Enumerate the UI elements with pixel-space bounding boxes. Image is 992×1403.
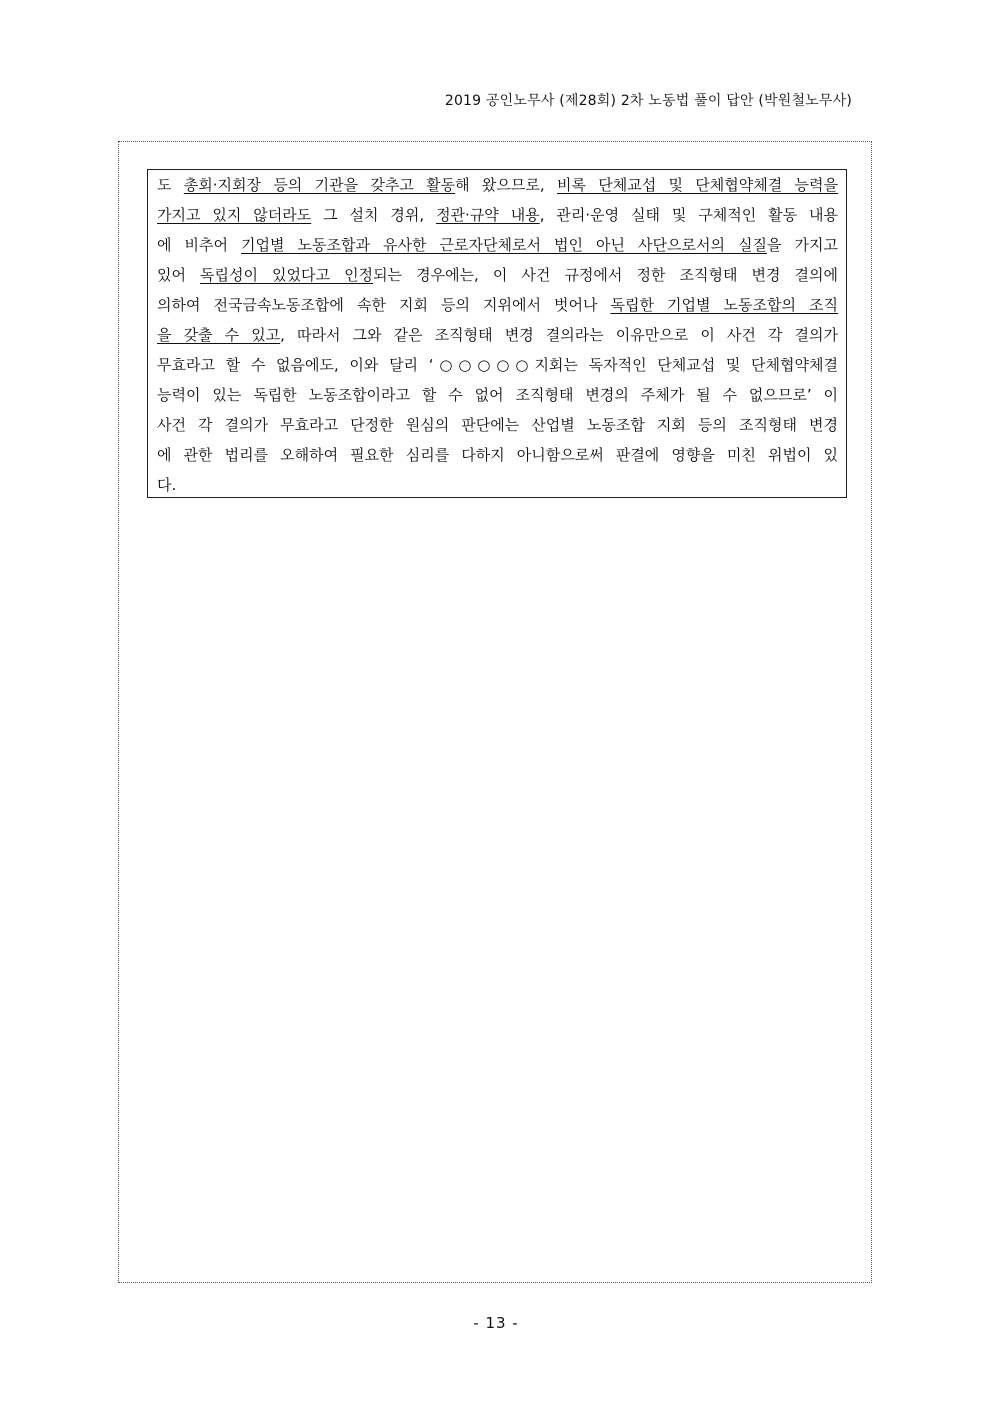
- underlined-text: 총회·지회장 등의 기관을 갖추고 활동: [183, 176, 456, 194]
- quote-line: [157, 320, 838, 350]
- quote-text: 다.: [157, 476, 177, 494]
- quote-text: 의하여 전국금속노동조합에 속한 지회 등의 지위에서 벗어나: [157, 296, 611, 314]
- underlined-text: 독립성이 있었다고 인정: [200, 266, 374, 284]
- quote-line: [157, 440, 838, 470]
- quote-text: 무효라고 할 수 없음에도, 이와 달리 ‘○○○○○지회는 독자적인 단체교섭 및 단체협약체결: [157, 356, 838, 374]
- quote-text: 그 설치 경위,: [311, 206, 437, 224]
- quote-text: 능력이 있는 독립한 노동조합이라고 할 수 없어 조직형태 변경의 주체가 될 수 없으므로’ 이: [157, 386, 838, 404]
- quote-text: 도: [157, 176, 184, 194]
- quote-line: [157, 350, 838, 380]
- quote-text: , 따라서 그와 같은 조직형태 변경 결의라는 이유만으로 이 사건 각 결의가: [280, 326, 838, 344]
- page-header: 2019 공인노무사 (제28회) 2차 노동법 풀이 답안 (박원철노무사): [444, 93, 852, 109]
- quote-line: [157, 290, 838, 320]
- quote-text: 있어: [157, 266, 201, 284]
- case-quote-box: [147, 169, 847, 498]
- quote-line: [157, 260, 838, 290]
- quote-text: , 관리·운영 실태 및 구체적인 활동 내용: [539, 206, 838, 224]
- quote-text: 되는 경우에는, 이 사건 규정에서 정한 조직형태 변경 결의에: [373, 266, 838, 284]
- underlined-text: 비록 단체교섭 및 단체협약체결 능력을: [556, 176, 838, 194]
- quote-text: 을 가지고: [766, 236, 838, 254]
- quote-text: 에 비추어: [157, 236, 242, 254]
- underlined-text: 정관·규약 내용: [436, 206, 540, 224]
- quote-line: [157, 200, 838, 230]
- quote-line: [157, 380, 838, 410]
- quote-line: [157, 410, 838, 440]
- quote-line: [157, 470, 838, 500]
- underlined-text: 독립한 기업별 노동조합의 조직: [610, 296, 838, 314]
- underlined-text: 기업별 노동조합과 유사한 근로자단체로서 법인 아닌 사단으로서의 실질: [241, 236, 767, 254]
- underlined-text: 을 갖출 수 있고: [157, 326, 281, 344]
- quote-text: 에 관한 법리를 오해하여 필요한 심리를 다하지 아니함으로써 판결에 영향을 미친 위법이 있: [157, 446, 838, 464]
- quote-line: [157, 170, 838, 200]
- quote-line: [157, 230, 838, 260]
- underlined-text: 가지고 있지 않더라도: [157, 206, 312, 224]
- quote-text: 사건 각 결의가 무효라고 단정한 원심의 판단에는 산업별 노동조합 지회 등의 조직형태 변경: [157, 416, 838, 434]
- quote-text: 해 왔으므로,: [455, 176, 557, 194]
- page-number: - 13 -: [473, 1314, 519, 1332]
